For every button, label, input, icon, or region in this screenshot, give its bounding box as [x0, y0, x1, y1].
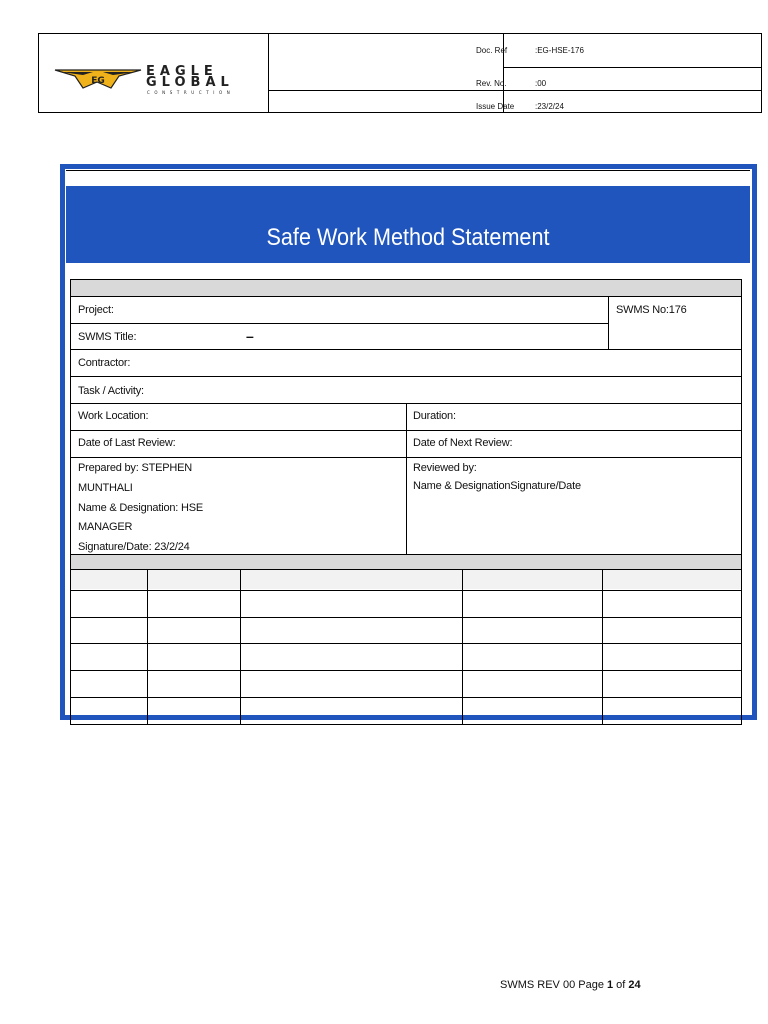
svg-text:EG: EG — [91, 76, 105, 86]
prepared-by-line: Prepared by: STEPHEN — [78, 462, 192, 474]
table-header-bar — [70, 279, 742, 296]
document-header — [38, 33, 762, 113]
logo-line-3: CONSTRUCTION — [147, 90, 235, 95]
logo-line-2: GLOBAL — [146, 75, 234, 90]
prepared-by-line: MANAGER — [78, 521, 133, 533]
divider — [147, 569, 148, 725]
divider — [70, 296, 742, 297]
swms-form-table — [70, 279, 742, 725]
divider — [70, 724, 742, 725]
table-header-bar — [70, 554, 742, 569]
divider — [240, 569, 241, 725]
page-footer — [500, 979, 641, 991]
rev-label: Rev. No. — [476, 79, 507, 88]
divider — [602, 569, 603, 725]
divider — [66, 170, 750, 171]
doc-ref-value: :EG-HSE-176 — [535, 46, 584, 55]
contractor-label: Contractor: — [78, 357, 131, 369]
divider — [70, 697, 742, 698]
issue-date-label: Issue Date — [476, 102, 515, 111]
page-title: Safe Work Method Statement — [266, 224, 550, 251]
doc-ref-label: Doc. Ref — [476, 46, 508, 55]
divider — [70, 279, 742, 280]
eagle-logo-icon — [53, 64, 143, 90]
divider — [70, 617, 742, 618]
issue-date-value: :23/2/24 — [535, 102, 564, 111]
footer-of: of — [613, 979, 629, 991]
swms-number: SWMS No:176 — [616, 304, 687, 316]
prepared-by-line: Name & Designation: HSE — [78, 502, 204, 514]
divider — [503, 67, 761, 68]
divider — [70, 349, 742, 350]
last-review-label: Date of Last Review: — [78, 437, 176, 449]
footer-page-number: 1 — [607, 979, 614, 991]
task-activity-label: Task / Activity: — [78, 385, 144, 397]
divider — [70, 323, 608, 324]
next-review-label: Date of Next Review: — [413, 437, 513, 449]
divider — [268, 90, 761, 91]
footer-total-pages: 24 — [628, 979, 641, 991]
prepared-by-line: MUNTHALI — [78, 482, 133, 494]
company-logo — [53, 64, 243, 98]
footer-prefix: SWMS REV 00 Page — [500, 979, 607, 991]
reviewed-by-line: Reviewed by: — [413, 462, 477, 474]
reviewed-by-line: Name & DesignationSignature/Date — [413, 480, 581, 492]
divider — [70, 590, 742, 591]
work-location-label: Work Location: — [78, 410, 149, 422]
duration-label: Duration: — [413, 410, 456, 422]
divider — [70, 376, 742, 377]
logo-line-1: EAGLE — [146, 64, 218, 79]
divider — [70, 279, 71, 725]
prepared-by-line: Signature/Date: 23/2/24 — [78, 541, 190, 553]
divider — [70, 670, 742, 671]
swms-title-label: SWMS Title: — [78, 331, 137, 343]
divider — [741, 279, 742, 725]
rev-value: :00 — [535, 79, 547, 88]
divider — [70, 554, 742, 555]
swms-title-value: – — [246, 328, 254, 344]
divider — [70, 643, 742, 644]
divider — [608, 296, 609, 349]
divider — [406, 403, 407, 554]
project-label: Project: — [78, 304, 114, 316]
divider — [70, 569, 742, 570]
grid-header-row — [70, 570, 742, 589]
divider — [462, 569, 463, 725]
divider — [268, 34, 269, 112]
